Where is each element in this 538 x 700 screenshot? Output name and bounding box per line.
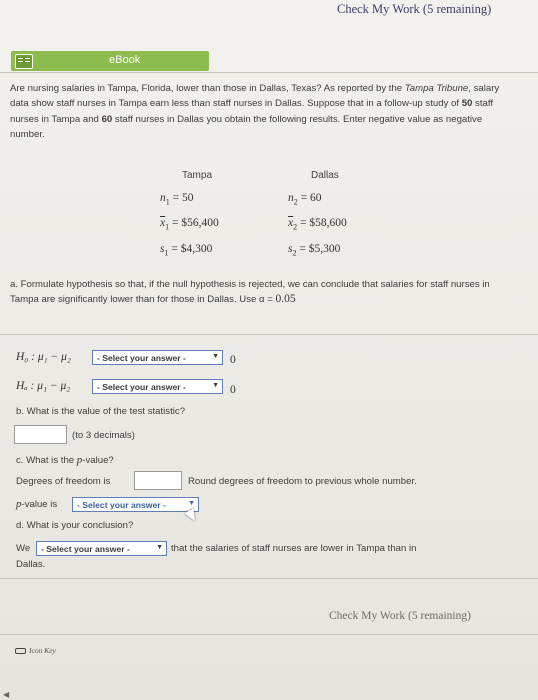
icon-key-label: Icon Key	[29, 646, 56, 655]
conclusion-select[interactable]	[36, 541, 167, 556]
question-part: Are nursing salaries in Tampa, Florida, lower than those in Dallas, Texas? As reported by the	[10, 83, 405, 94]
p-symbol: p	[16, 498, 22, 510]
test-statistic-input[interactable]	[14, 425, 67, 444]
n2-inline: 60	[101, 113, 113, 125]
part-a-text	[10, 277, 510, 308]
conclusion-tail: that the salaries of staff nurses are lower in Tampa than in	[171, 543, 417, 554]
dallas-xbar: $\overline{x}_2$ = $58,600	[288, 217, 347, 232]
divider	[0, 578, 538, 579]
dallas-n: $n_2 = 60$	[288, 192, 322, 207]
p-symbol: p	[76, 454, 83, 466]
dropdown-arrow-icon: ▼	[212, 382, 219, 389]
key-icon	[15, 648, 26, 654]
tampa-s: $s_1$ = $4,300	[160, 243, 213, 258]
pvalue-select[interactable]	[72, 497, 199, 512]
h0-label: H₀ : μ₁ − μ₂	[16, 351, 71, 363]
tampa-s-value: $4,300	[180, 243, 213, 255]
dropdown-arrow-icon: ▼	[156, 544, 163, 551]
part-c-pre: c. What is the	[16, 455, 77, 466]
ha-operator-select[interactable]	[92, 379, 223, 394]
dallas-n-value: 60	[310, 192, 322, 204]
check-my-work-link-bottom[interactable]: Check My Work (5 remaining)	[329, 610, 471, 622]
dallas-s: $s_2$ = $5,300	[288, 243, 341, 258]
icon-key-link[interactable]	[15, 646, 56, 655]
dallas-xbar-value: $58,600	[309, 217, 347, 229]
h0-select-text: - Select your answer -	[97, 353, 186, 363]
ha-label: Hₐ : μ₁ − μ₂	[16, 380, 71, 392]
ebook-label: eBook	[109, 54, 141, 66]
dropdown-arrow-icon: ▼	[188, 500, 195, 507]
conclusion-select-text: - Select your answer -	[41, 544, 130, 554]
divider	[0, 634, 538, 635]
tampa-xbar: $\overline{x}_1$ = $56,400	[160, 217, 219, 232]
part-a-prompt: a. Formulate hypothesis so that, if the null hypothesis is rejected, we can conclude that salaries for staff nurses in Tampa are significantly lower than for those in Dallas. Use α =	[10, 279, 490, 306]
divider	[0, 72, 538, 73]
divider	[0, 334, 538, 335]
dallas-header: Dallas	[311, 170, 339, 181]
tampa-n-value: 50	[182, 192, 194, 204]
pvalue-label	[16, 498, 57, 510]
dropdown-arrow-icon: ▼	[212, 353, 219, 360]
degrees-of-freedom-input[interactable]	[134, 471, 182, 490]
book-icon	[15, 54, 33, 69]
ha-value: 0	[230, 384, 236, 396]
question-part: staff nurses in Tampa and	[10, 98, 493, 125]
n1-inline: 50	[461, 98, 473, 110]
ebook-button[interactable]	[11, 51, 209, 71]
question-part: , salary data show staff nurses in Tampa earn less than staff nurses in Dallas. Suppose that in a follow-up study of	[10, 83, 500, 110]
pvalue-select-text: - Select your answer -	[77, 500, 166, 510]
part-d-prompt: d. What is your conclusion?	[16, 520, 134, 531]
pvalue-label-text: -value is	[21, 499, 58, 510]
part-b-prompt: b. What is the value of the test statistic?	[16, 406, 186, 417]
ha-select-text: - Select your answer -	[97, 382, 186, 392]
decimals-note: (to 3 decimals)	[72, 430, 135, 441]
part-c-prompt	[16, 454, 114, 466]
question-text	[10, 81, 516, 142]
part-c-post: -value?	[82, 455, 114, 466]
h0-operator-select[interactable]	[92, 350, 223, 365]
df-note: Round degrees of freedom to previous whole number.	[188, 476, 417, 487]
alpha-value: 0.05	[275, 293, 296, 306]
conclusion-tail-2: Dallas.	[16, 559, 46, 570]
source-name: Tampa Tribune	[404, 83, 469, 94]
h0-value: 0	[230, 354, 236, 366]
dallas-s-value: $5,300	[308, 243, 341, 255]
we-label: We	[16, 543, 31, 554]
tampa-xbar-value: $56,400	[181, 217, 219, 229]
expand-arrow-icon[interactable]: ◀	[3, 690, 10, 699]
check-my-work-link-top[interactable]: Check My Work (5 remaining)	[337, 2, 492, 16]
tampa-n: $n_1 = 50$	[160, 192, 194, 207]
tampa-header: Tampa	[182, 170, 213, 181]
df-label: Degrees of freedom is	[16, 476, 111, 487]
question-part: staff nurses in Dallas you obtain the following results. Enter negative value as negative number.	[10, 113, 483, 140]
